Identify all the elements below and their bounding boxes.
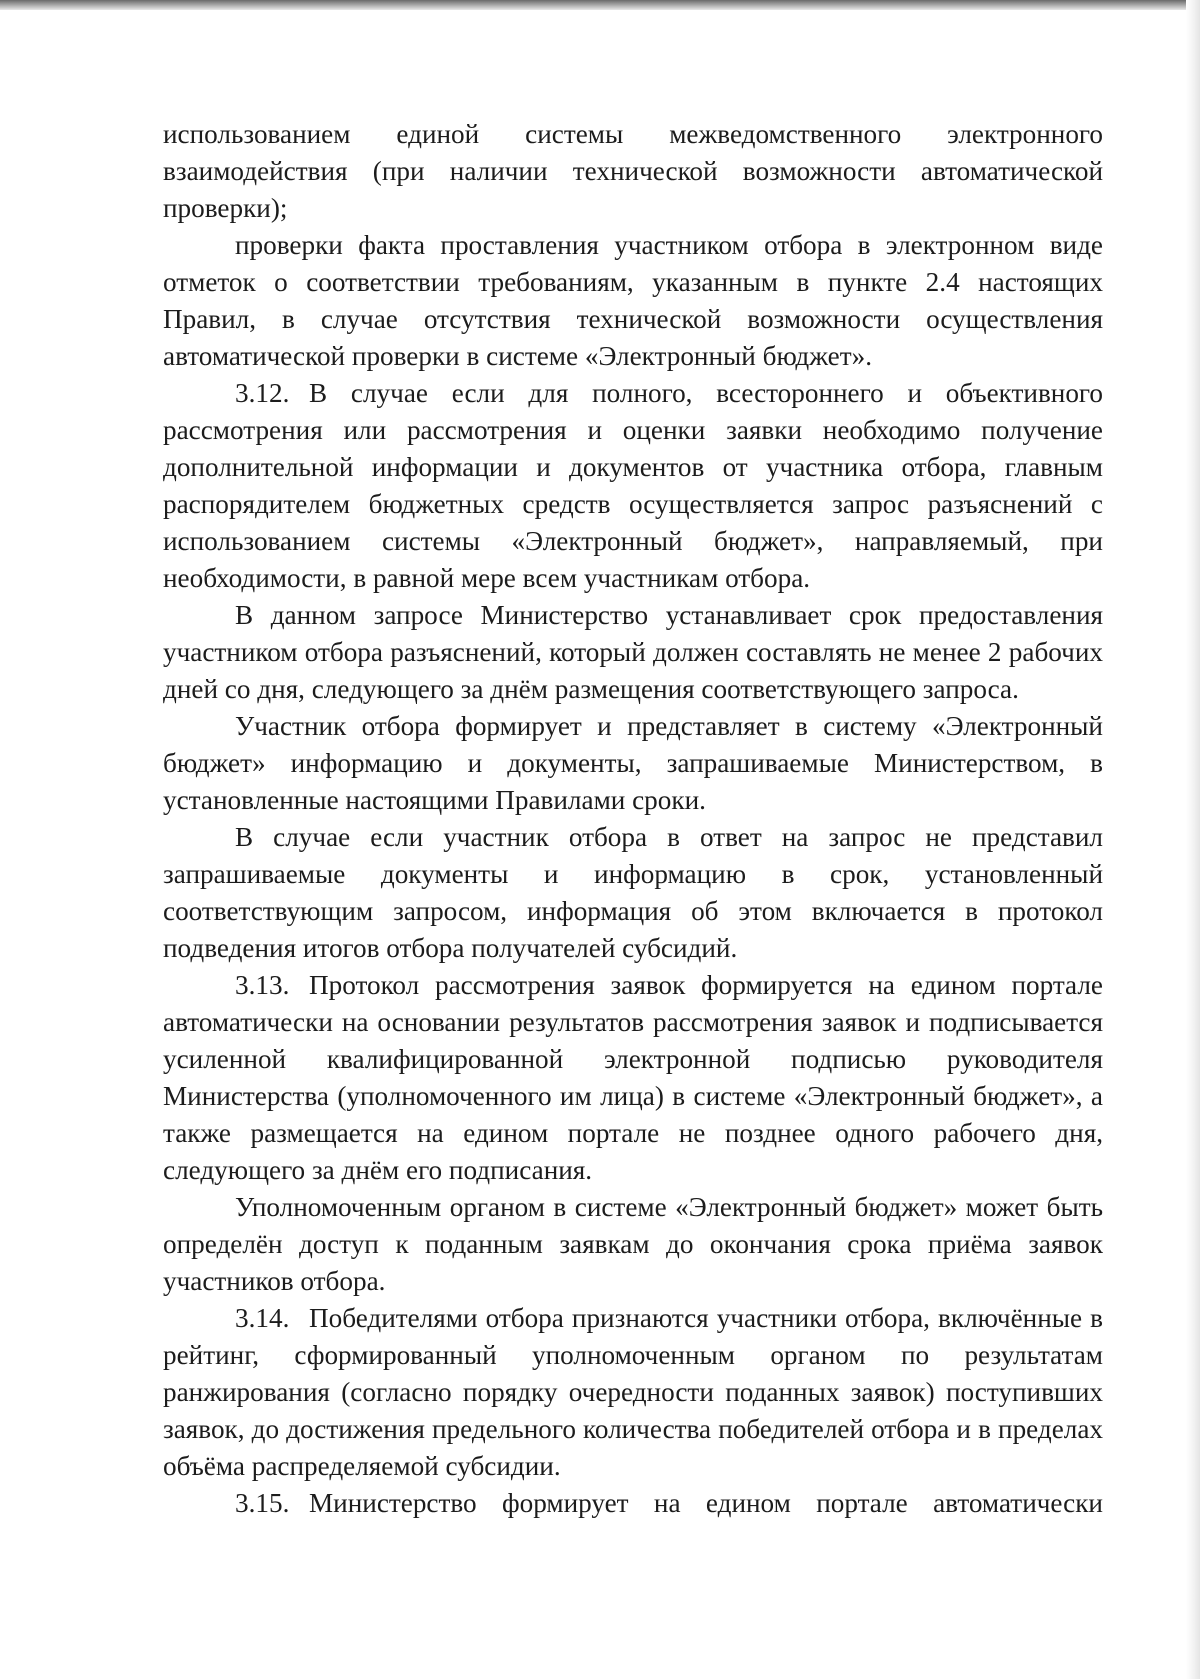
clause-number: 3.15. xyxy=(235,1488,290,1518)
paragraph-request-deadline: В данном запросе Министерство устанавливает срок предоставления участником отбора разъяснений, который должен составлять не менее 2 рабочих дней со дня, следующего за днём размещения соответствующего запроса. xyxy=(163,600,1103,704)
scan-top-edge xyxy=(0,0,1200,10)
clause-text: Протокол рассмотрения заявок формируется на едином портале автоматически на основании результатов рассмотрения заявок и подписывается усиленной квалифицированной электронной подписью руководителя Министерства (уполномоченного им лица) в системе «Электронный бюджет», а также размещается на едином портале не позднее одного рабочего дня, следующего за днём его подписания. xyxy=(163,970,1103,1185)
paragraph-access-applications: Уполномоченным органом в системе «Электронный бюджет» может быть определён доступ к поданным заявкам до окончания срока приёма заявок участников отбора. xyxy=(163,1192,1103,1296)
clause-text: Министерство формирует на едином портале автоматически xyxy=(309,1488,1103,1518)
paragraph-participant-submits: Участник отбора формирует и представляет в систему «Электронный бюджет» информацию и документы, запрашиваемые Министерством, в установленные настоящими Правилами сроки. xyxy=(163,711,1103,815)
document-page xyxy=(163,116,1103,1522)
clause-3-13 xyxy=(163,967,1103,1189)
clause-number: 3.12. xyxy=(235,378,290,408)
paragraph-no-response: В случае если участник отбора в ответ на запрос не представил запрашиваемые документы и информацию в срок, установленный соответствующим запросом, информация об этом включается в протокол подведения итогов отбора получателей субсидий. xyxy=(163,822,1103,963)
scan-right-edge xyxy=(1186,0,1200,1679)
clause-number: 3.14. xyxy=(235,1303,290,1333)
clause-3-12 xyxy=(163,375,1103,597)
paragraph-check-marks: проверки факта проставления участником отбора в электронном виде отметок о соответствии требованиям, указанным в пункте 2.4 настоящих Правил, в случае отсутствия технической возможности осуществления автоматической проверки в системе «Электронный бюджет». xyxy=(163,230,1103,371)
clause-number: 3.13. xyxy=(235,970,290,1000)
clause-3-15 xyxy=(163,1485,1103,1522)
paragraph-continuation: использованием единой системы межведомственного электронного взаимодействия (при наличии технической возможности автоматической проверки); xyxy=(163,119,1103,223)
clause-3-14 xyxy=(163,1300,1103,1485)
clause-text: В случае если для полного, всестороннего и объективного рассмотрения или рассмотрения и оценки заявки необходимо получение дополнительной информации и документов от участника отбора, главным распорядителем бюджетных средств осуществляется запрос разъяснений с использованием системы «Электронный бюджет», направляемый, при необходимости, в равной мере всем участникам отбора. xyxy=(163,378,1103,593)
clause-text: Победителями отбора признаются участники отбора, включённые в рейтинг, сформированный уполномоченным органом по результатам ранжирования (согласно порядку очередности поданных заявок) поступивших заявок, до достижения предельного количества победителей отбора и в пределах объёма распределяемой субсидии. xyxy=(163,1303,1103,1481)
